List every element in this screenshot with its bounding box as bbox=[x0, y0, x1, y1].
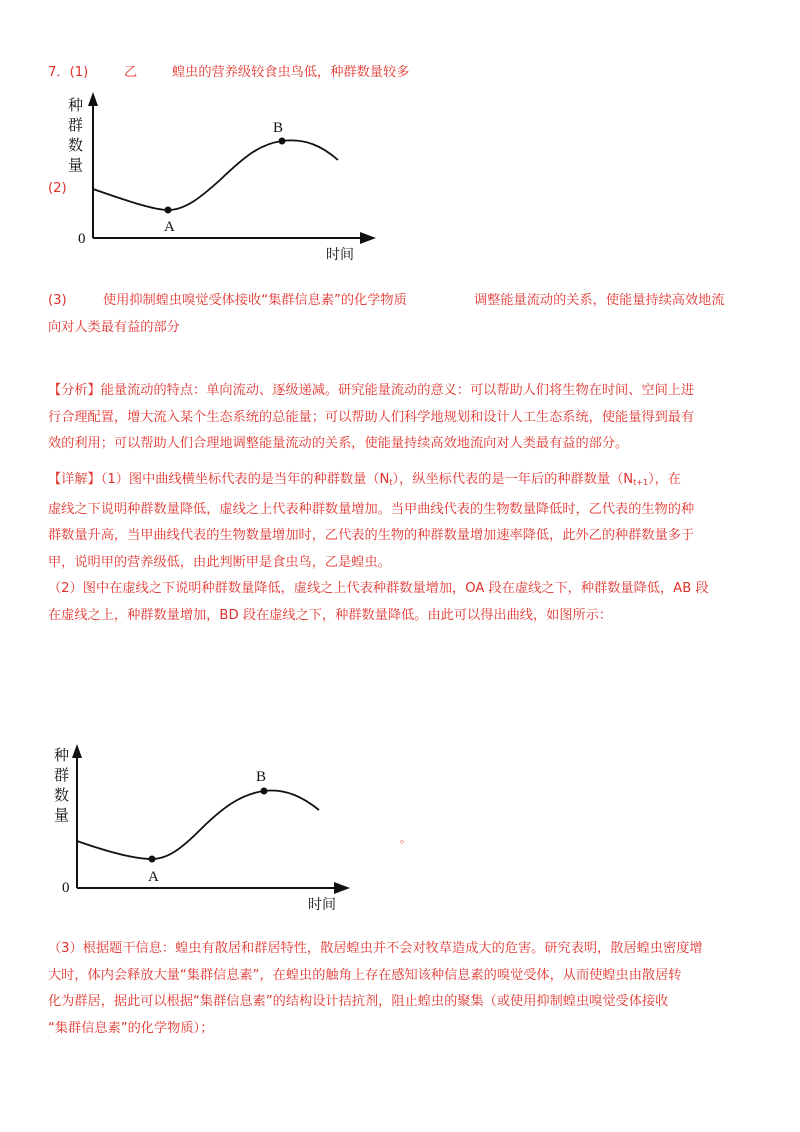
detail-line: （2）图中在虚线之下说明种群数量降低，虚线之上代表种群数量增加，OA 段在虚线之下，种群数量降低，AB 段 bbox=[48, 581, 709, 596]
detail-line: 化为群居，据此可以根据“集群信息素”的结构设计拮抗剂，阻止蝗虫的聚集（或使用抑制蝗虫嗅觉受体接收 bbox=[48, 994, 669, 1009]
population-graph-2 bbox=[46, 738, 366, 918]
point-a-label: A bbox=[148, 869, 159, 885]
point-b-dot bbox=[279, 138, 286, 145]
detail-line: 在虚线之上，种群数量增加，BD 段在虚线之下，种群数量降低。由此可以得出曲线，如图所示： bbox=[48, 607, 613, 623]
detail-line: 群数量升高，当甲曲线代表的生物数量增加时，乙代表的生物的种群数量增加速率降低，此外乙的种群数量多于 bbox=[48, 528, 695, 543]
answer-3-label: (3) bbox=[48, 293, 67, 308]
analysis-section bbox=[48, 378, 768, 458]
answer-1-reason: 蝗虫的营养级较食虫鸟低，种群数量较多 bbox=[172, 65, 410, 80]
detail-tag: 【详解】 bbox=[48, 472, 101, 487]
y-label-char: 群 bbox=[68, 116, 84, 134]
answer-3-part1: 使用抑制蝗虫嗅觉受体接收“集群信息素”的化学物质 bbox=[103, 293, 407, 308]
origin-label: 0 bbox=[62, 880, 70, 896]
detail-line: 虚线之下说明种群数量降低，虚线之上代表种群数量增加。当甲曲线代表的生物数量降低时，乙代表的生物的种 bbox=[48, 501, 695, 517]
point-b-label: B bbox=[273, 120, 284, 136]
detail-line: （3）根据题干信息：蝗虫有散居和群居特性，散居蝗虫并不会对牧草造成大的危害。研究表明，散居蝗虫密度增 bbox=[48, 941, 703, 956]
y-axis-label bbox=[68, 96, 83, 174]
x-axis-arrow bbox=[334, 882, 350, 894]
population-graph-1 bbox=[60, 86, 400, 266]
point-a-dot bbox=[165, 207, 172, 214]
y-label-char: 种 bbox=[54, 746, 70, 764]
x-axis-arrow bbox=[360, 232, 376, 244]
y-label-char: 量 bbox=[54, 806, 70, 824]
answer-3-part2-continued: 向对人类最有益的部分 bbox=[48, 320, 180, 335]
detail-line: 【详解】（1）图中曲线横坐标代表的是当年的种群数量$(N_t)$，纵坐标代表的是一年后的种群数量$(N_{t+1})$，在 bbox=[48, 472, 682, 487]
population-curve bbox=[93, 140, 338, 210]
answer-1-choice: 乙 bbox=[124, 65, 138, 80]
question-number: 7．(1) bbox=[48, 65, 89, 80]
x-axis-label: 时间 bbox=[308, 897, 336, 913]
point-a-dot bbox=[149, 856, 156, 863]
analysis-line: 【分析】能量流动的特点：单向流动、逐级递减。研究能量流动的意义：可以帮助人们将生物在时间、空间上进 bbox=[48, 383, 695, 398]
y-label-char: 种 bbox=[68, 96, 84, 114]
point-b-label: B bbox=[256, 769, 267, 785]
population-curve bbox=[77, 790, 319, 859]
stray-mark: 。 bbox=[400, 832, 411, 845]
detail-line: 甲，说明甲的营养级低，由此判断甲是食虫鸟，乙是蝗虫。 bbox=[48, 554, 391, 570]
answer-3-part2: 调整能量流动的关系，使能量持续高效地流 bbox=[474, 293, 725, 308]
y-axis-arrow bbox=[72, 744, 82, 758]
analysis-line: 行合理配置，增大流入某个生态系统的总能量；可以帮助人们科学地规划和设计人工生态系统，使能量得到最有 bbox=[48, 409, 695, 425]
answer-2-label: (2) bbox=[48, 181, 67, 196]
y-label-char: 数 bbox=[68, 136, 84, 154]
y-axis-label bbox=[54, 746, 69, 824]
x-axis-label: 时间 bbox=[326, 247, 354, 263]
analysis-line: 效的利用；可以帮助人们合理地调整能量流动的关系，使能量持续高效地流向对人类最有益的部分。 bbox=[48, 436, 629, 451]
detail-section bbox=[48, 467, 768, 629]
detail-line: 大时，体内会释放大量“集群信息素”，在蝗虫的触角上存在感知该种信息素的嗅觉受体，从而使蝗虫由散居转 bbox=[48, 967, 682, 983]
point-a-label: A bbox=[164, 219, 175, 235]
y-label-char: 量 bbox=[68, 156, 84, 174]
analysis-tag: 【分析】 bbox=[48, 383, 101, 398]
origin-label: 0 bbox=[78, 231, 86, 247]
y-label-char: 群 bbox=[54, 766, 70, 784]
y-label-char: 数 bbox=[54, 786, 70, 804]
point-b-dot bbox=[261, 788, 268, 795]
detail-part-3 bbox=[48, 936, 768, 1042]
y-axis-arrow bbox=[88, 92, 98, 106]
detail-line: “集群信息素”的化学物质）； bbox=[48, 1020, 214, 1036]
